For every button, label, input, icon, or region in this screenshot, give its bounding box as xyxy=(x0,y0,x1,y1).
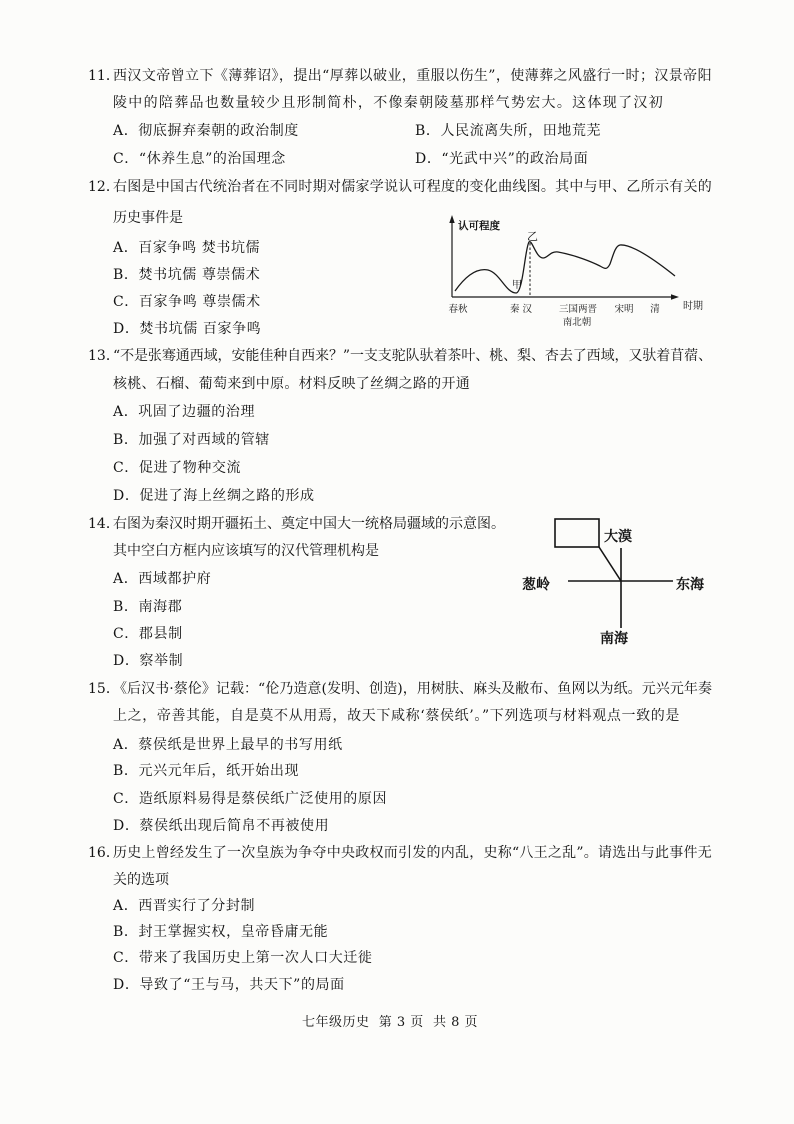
question-stem-line xyxy=(113,844,712,862)
option-c: C．百家争鸣 尊崇儒术 xyxy=(113,294,261,310)
x-tick-label: 清 xyxy=(650,304,660,315)
option-b: B．南海郡 xyxy=(113,599,183,615)
x-tick-label: 春秋 xyxy=(448,304,468,315)
page-footer: 七年级历史 第 3 页 共 8 页 xyxy=(301,1015,479,1030)
question-stem-line xyxy=(113,67,712,85)
option-a: A．百家争鸣 焚书坑儒 xyxy=(113,240,261,256)
x-axis-label: 时期 xyxy=(683,301,703,312)
point-label-jia: 甲 xyxy=(512,280,522,291)
question-stem-text: 右图是中国古代统治者在不同时期对儒家学说认可程度的变化曲线图。其中与甲、乙所示有关的 xyxy=(113,179,712,195)
y-axis-label: 认可程度 xyxy=(458,220,500,232)
option-d: D．焚书坑儒 百家争鸣 xyxy=(113,321,262,337)
question-stem-line xyxy=(113,375,470,393)
question-stem-line xyxy=(113,178,712,196)
option-c: C．“休养生息”的治国理念 xyxy=(113,151,286,167)
option-b: B．封王掌握实权，皇帝昏庸无能 xyxy=(113,924,329,940)
label-east: 东海 xyxy=(676,577,704,593)
question-stem-line: 历史事件是 xyxy=(113,210,183,226)
y-axis-arrow-icon xyxy=(449,215,454,223)
question-stem-line: 关的选项 xyxy=(113,872,169,888)
question-stem-text: 历史上曾经发生了一次皇族为争夺中央政权而引发的内乱，史称“八王之乱”。请选出与此事件无 xyxy=(113,845,712,861)
option-c: C．促进了物种交流 xyxy=(113,460,242,476)
label-south: 南海 xyxy=(600,631,628,647)
question-stem-text: 《后汉书·蔡伦》记载：“伦乃造意(发明、创造)，用树肤、麻头及敝布、鱼网以为纸。元兴元年奏 xyxy=(113,681,712,697)
option-c: C．郡县制 xyxy=(113,626,183,642)
question-stem-line xyxy=(113,347,712,365)
option-a: A．巩固了边疆的治理 xyxy=(113,404,256,420)
question-number: 14． xyxy=(88,516,120,532)
question-stem-text: 核桃、石榴、葡萄来到中原。材料反映了丝绸之路的开通 xyxy=(113,376,470,392)
recognition-curve xyxy=(455,242,675,293)
option-b: B．焚书坑儒 尊崇儒术 xyxy=(113,267,261,283)
x-tick-label: 宋明 xyxy=(614,304,634,315)
question-stem-line xyxy=(113,707,680,725)
question-stem-text: “不是张骞通西域，安能佳种自西来？”一支支驼队驮着茶叶、桃、梨、杏去了西域，又驮着苜蓿、 xyxy=(113,348,712,364)
question-number: 15． xyxy=(88,681,120,697)
confucianism-recognition-curve-figure xyxy=(440,212,712,334)
question-stem-text: 陵中的陪葬品也数量较少且形制简朴，不像秦朝陵墓那样气势宏大。这体现了汉初 xyxy=(113,95,664,111)
question-number: 13． xyxy=(88,348,120,364)
option-d: D．“光武中兴”的政治局面 xyxy=(415,151,589,167)
option-c: C．带来了我国历史上第一次人口大迁徙 xyxy=(113,950,373,966)
label-west: 葱岭 xyxy=(522,577,550,593)
blank-answer-box xyxy=(555,519,599,547)
label-north: 大漠 xyxy=(604,529,632,545)
option-d: D．察举制 xyxy=(113,653,184,669)
question-number: 16． xyxy=(88,845,120,861)
question-number: 11． xyxy=(88,68,120,84)
question-stem-line xyxy=(113,680,712,698)
qin-han-territory-diagram xyxy=(515,512,720,652)
question-stem-line: 其中空白方框内应该填写的汉代管理机构是 xyxy=(113,543,379,559)
x-tick-label: 南北朝 xyxy=(562,317,592,328)
question-number: 12． xyxy=(88,179,120,195)
question-stem-text: 上之，帝善其能，自是莫不从用焉，故天下咸称‘蔡侯纸’。”下列选项与材料观点一致的是 xyxy=(113,708,680,724)
option-a: A．蔡侯纸是世界上最早的书写用纸 xyxy=(113,737,343,753)
option-c: C．造纸原料易得是蔡侯纸广泛使用的原因 xyxy=(113,791,388,807)
option-d: D．蔡侯纸出现后简帛不再被使用 xyxy=(113,818,330,834)
option-a: A．彻底摒弃秦朝的政治制度 xyxy=(113,123,299,139)
question-stem-line xyxy=(113,94,664,112)
diagonal-connector-line xyxy=(599,547,621,581)
question-stem-line: 右图为秦汉时期开疆拓土、奠定中国大一统格局疆域的示意图。 xyxy=(113,516,505,532)
point-label-yi: 乙 xyxy=(527,230,538,243)
option-d: D．促进了海上丝绸之路的形成 xyxy=(113,488,315,504)
question-stem-text: 西汉文帝曾立下《薄葬诏》，提出“厚葬以破业，重服以伤生”，使薄葬之风盛行一时；汉景帝阳 xyxy=(113,68,712,84)
x-tick-label: 秦 汉 xyxy=(509,304,533,315)
x-axis-arrow-icon xyxy=(671,294,679,299)
x-tick-label: 三国两晋 xyxy=(558,304,598,315)
option-a: A．西域都护府 xyxy=(113,571,212,587)
option-d: D．导致了“王与马，共天下”的局面 xyxy=(113,977,345,993)
option-b: B．元兴元年后，纸开始出现 xyxy=(113,763,300,779)
option-b: B．人民流离失所，田地荒芜 xyxy=(415,123,602,139)
option-a: A．西晋实行了分封制 xyxy=(113,898,256,914)
option-b: B．加强了对西域的管辖 xyxy=(113,432,270,448)
